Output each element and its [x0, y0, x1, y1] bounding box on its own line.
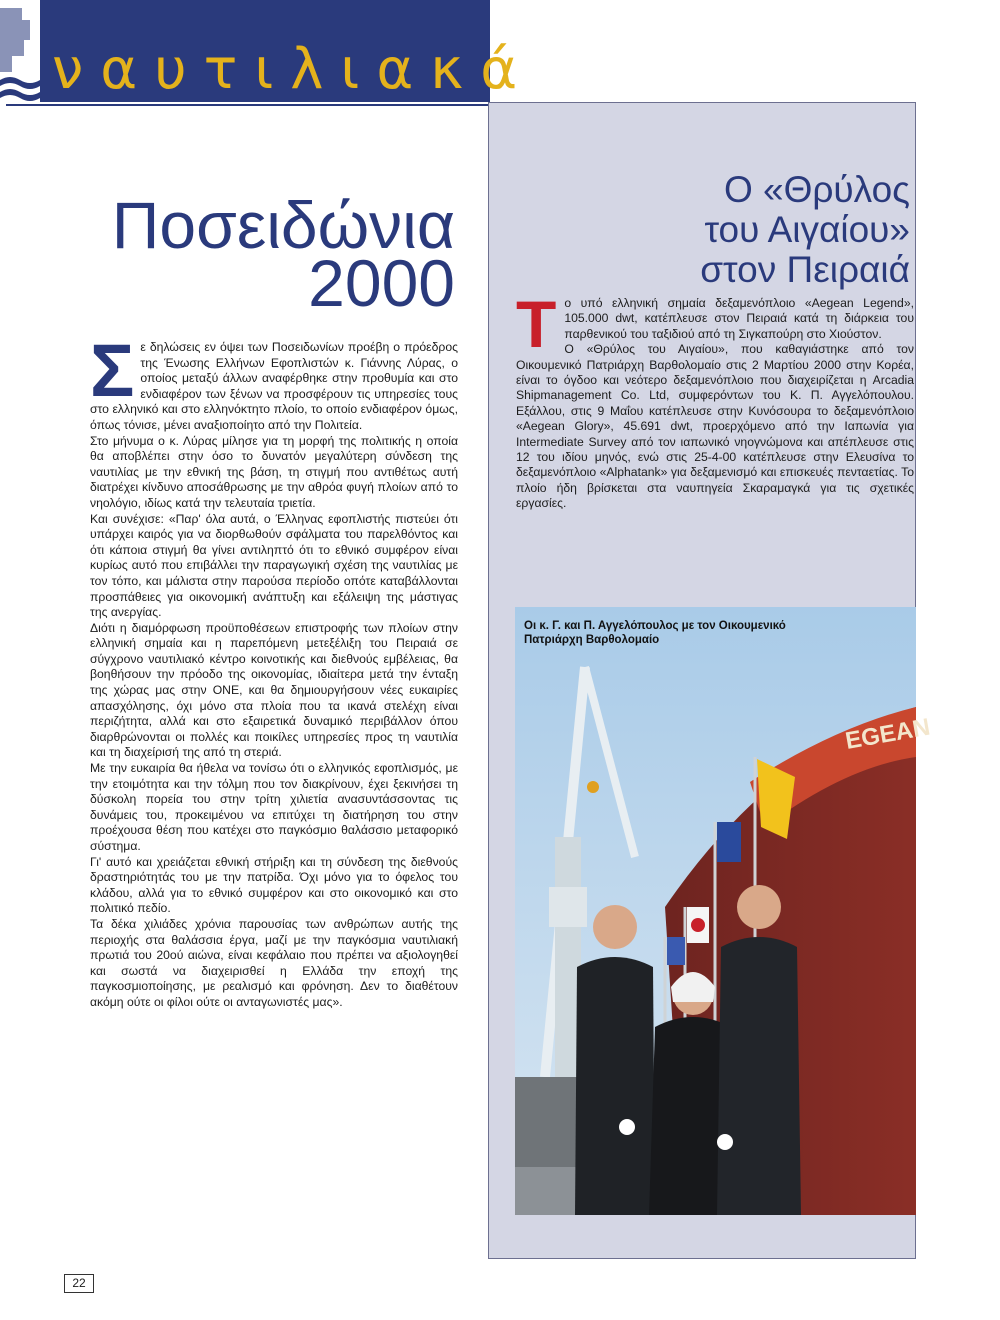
paragraph: Διότι η διαμόρφωση προϋποθέσεων επιστροφής των πλοίων στην ελληνική σημαία και η παρεπόμενη μετεξέλιξη του Πειραιά σε σύγχρονο ναυτιλιακό κέντρο κοινοτικής και διεθνούς εμβέλειας, θα βοηθήσουν την πρόοδο της οικονομίας, ιδιαίτερα μετά την ένταξη της χώρας μας στην ΟΝΕ, και θα δημιουργήσουν νέες ευκαιρίες απασχόλησης, όχι μόνο στα πλοία που τα ικανά στελέχη είναι περιζήτητα, αλλά και στο εξαιρετικά δυναμικό περιβάλλον όπου διαρθρώνονται οι πολλές και ποικίλες υπηρεσίες προς τη ναυτιλία και τη διαχείρισή της από τη στεριά. — [90, 620, 458, 760]
paragraph: Στο μήνυμα ο κ. Λύρας μίλησε για τη μορφή της πολιτικής η οποία θα αποβλέπει στην όσο το δυνατόν μεγαλύτερη σύνδεση της ναυτιλίας με την εθνική της βάση, τη στιγμή που αντιθέτως αυτή διατρέχει κίνδυνο αποσάθρωσης με την αθρόα φυγή πλοίων από το νηολόγιο, ιδίως κατά την τελευταία τριετία. — [90, 433, 458, 510]
hull-lettering: EGEAN — [843, 713, 933, 755]
drop-cap: Σ — [90, 329, 135, 412]
section-title: ναυτιλιακά — [52, 37, 535, 102]
paragraph: Γι' αυτό και χρειάζεται εθνική στήριξη και τη σύνδεση της διεθνούς δραστηριότητάς του με την πατρίδα. Όχι μόνο για το όφελος του κλάδου, αλλά για το εθνικό συμφέρον και στο οικονομικό και στο πολιτικό πεδίο. — [90, 854, 458, 916]
drop-cap: Τ — [516, 287, 557, 361]
right-article-body — [516, 287, 914, 512]
right-title-line: του Αιγαίου» — [704, 209, 910, 250]
left-title-line: 2000 — [308, 246, 455, 320]
header-rule — [6, 104, 490, 106]
right-title-line: στον Πειραιά — [700, 249, 910, 290]
ship-ceremony-photo — [515, 607, 933, 1215]
paragraph: Με την ευκαιρία θα ήθελα να τονίσω ότι ο ελληνικός εφοπλισμός, με την ετοιμότητα και την τόλμη που τον διακρίνουν, έχει ξεκινήσει τη δύσκολη πορεία του στην τρίτη χιλιετία ανασυντάσσοντας τις δυνάμεις του, προκειμένου να επιτύχει τη διατήρηση του στην προέχουσα θέση που κατέχει στο παγκόσμιο θαλάσσιο μεταφορικό σύστημα. — [90, 761, 458, 853]
left-title-line: Ποσειδώνια — [111, 188, 455, 262]
right-title-line: Ο «Θρύλος — [723, 169, 910, 210]
photo-caption: Οι κ. Γ. και Π. Αγγελόπουλος με τον Οικουμενικό Πατριάρχη Βαρθολομαίο — [524, 620, 786, 646]
left-article-body — [90, 329, 458, 1011]
ship-silhouette-icon — [0, 0, 40, 102]
paragraph: Και συνέχισε: «Παρ' όλα αυτά, ο Έλληνας εφοπλιστής πιστεύει ότι υπάρχει καιρός για να διορθωθούν σφάλματα του παρελθόντος και ότι κάποια στιγμή θα γίνει αντιληπτό ότι το εθνικό συμφέρον είναι κυρίως αυτό που επιβάλλει την παραγωγική σχέση της ναυτιλίας με τον τόπο, και μάλιστα στην παρούσα περίοδο οπότε καταβάλλονται προσπάθειες για οικονομική ανάπτυξη και εξάλειψη της μάστιγας της ανεργίας. — [90, 511, 458, 620]
left-article-title — [110, 188, 455, 320]
right-article-title — [500, 170, 910, 290]
paragraph: ε δηλώσεις εν όψει των Ποσειδωνίων προέβη ο πρόεδρος της Ένωσης Ελλήνων Εφοπλιστών κ. Γιάννης Λύρας, ο οποίος μεταξύ άλλων αναφέρθηκε στην προθυμία και στο ενδιαφέρον των ξένων να προσφέρουν τις υπηρεσίες τους στο ελληνικό και στο ελληνόκτητο πλοίο, το οποίο ενδιαφέρον όμως, όπως τόνισε, μένει αναξιοποίητο από την Πολιτεία. — [90, 340, 458, 432]
paragraph: ο υπό ελληνική σημαία δεξαμενόπλοιο «Aegean Legend», 105.000 dwt, κατέπλευσε στον Πειραιά κατά τη διάρκεια του παρθενικού του ταξιδιού από τη Σιγκαπούρη στο Χιούστον. — [564, 296, 914, 341]
page-number: 22 — [64, 1274, 94, 1293]
paragraph: Τα δέκα χιλιάδες χρόνια παρουσίας των ανθρώπων αυτής της περιοχής στα θαλάσσια έργα, μαζί με την παγκόσμια ναυτιλιακή πρωτιά του 20ού αιώνα, είναι κεφάλαιο που πρέπει να αξιολογηθεί και σωστά να διαχειρισθεί η Ελλάδα την εποχή της παγκοσμιοποίησης, με ρεαλισμό και φρόνηση. Δεν το διαθέτουν ακόμη ούτε οι φίλοι ούτε οι ανταγωνιστές μας». — [90, 916, 458, 1009]
photo-illustration — [515, 607, 933, 1215]
paragraph: Ο «Θρύλος του Αιγαίου», που καθαγιάστηκε από τον Οικουμενικό Πατριάρχη Βαρθολομαίο στις 2 Μαρτίου 2000 στην Κορέα, είναι το όγδοο και νεότερο δεξαμενόπλοιο που διαχειρίζεται η Arcadia Shipmanagement Co. Ltd, συμφερόντων του Κ. Π. Αγγελόπουλου. Εξάλλου, στις 9 Μαΐου κατέπλευσε στην Κυνόσουρα το δεξαμενόπλοιο «Aegean Glory», 45.691 dwt, προερχόμενο από την Ιαπωνία για Intermediate Survey από τον ιαπωνικό νηογνώμονα και απέπλευσε στις 12 του ιδίου μηνός, ενώ στις 25-4-00 κατέπλευσε στην Ελευσίνα το δεξαμενόπλοιο «Alphatank» για δεξαμενισμό και επισκευές πενταετίας. Το πλοίο ήδη βρίσκεται στα ναυπηγεία Σκαραμαγκά για τις σχετικές εργασίες. — [516, 342, 914, 511]
